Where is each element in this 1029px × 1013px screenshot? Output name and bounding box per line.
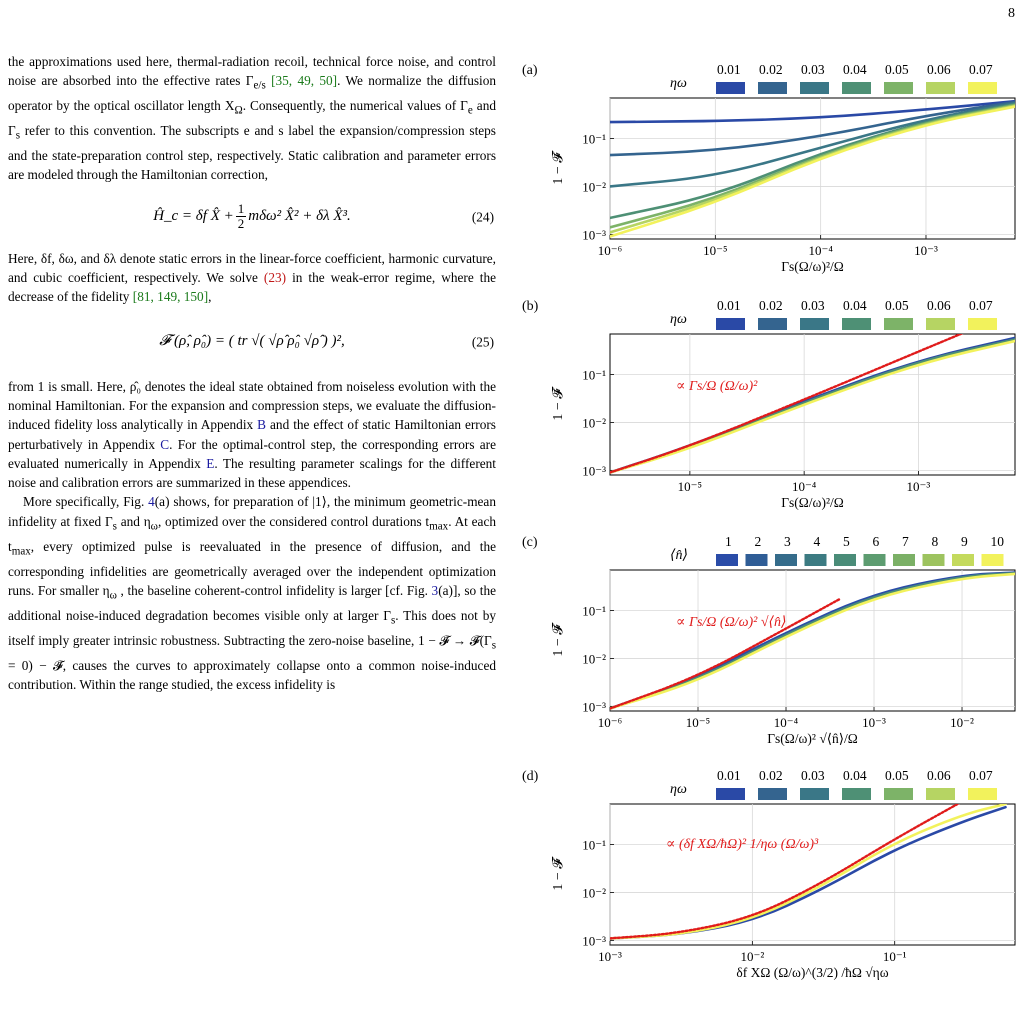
fit-annotation-text: ∝ Γs/Ω (Ω/ω)² √⟨n̂⟩ (676, 615, 787, 630)
fit-annotation (666, 837, 819, 852)
legend-label: 5 (843, 534, 850, 549)
citation[interactable]: [35, 49, 50] (271, 73, 338, 89)
legend-label: 0.03 (801, 298, 825, 313)
legend-label: 0.02 (759, 298, 783, 313)
series-line-0.01 (610, 807, 1006, 938)
x-tick-label: 10⁻¹ (882, 949, 907, 964)
appendix-link[interactable]: E (206, 455, 215, 471)
y-axis-label: 1 − 𝓕̄ (551, 388, 566, 421)
equation-24: Ĥ_c = δf X̂ + $\frac{1}{2}$ mδω² X̂² + δλ X̂³. (24) (153, 201, 494, 232)
series-group (610, 101, 1015, 236)
x-axis-label: δf XΩ (Ω/ω)^(3/2) /ħΩ √ηω (736, 965, 889, 980)
y-tick-label: 10⁻³ (582, 227, 606, 243)
legend-swatch (716, 788, 745, 800)
y-tick-label: 10⁻² (582, 885, 606, 901)
series-line-fit (610, 333, 964, 473)
x-tick-label: 10⁻⁵ (703, 243, 728, 258)
series-line-0.06 (610, 106, 1015, 232)
legend-label: 0.01 (717, 62, 741, 77)
fit-annotation (676, 379, 758, 394)
legend-swatch (952, 554, 974, 566)
legend-swatch (923, 554, 945, 566)
legend-swatch (775, 554, 797, 566)
x-axis-label: Γs(Ω/ω)²/Ω (781, 495, 844, 510)
x-tick-label: 10⁻⁶ (597, 715, 623, 730)
legend-swatch (716, 82, 745, 94)
legend-swatch (926, 318, 955, 330)
legend-swatch (758, 318, 787, 330)
panel-label: (a) (522, 63, 538, 78)
legend-swatch (884, 82, 913, 94)
legend-swatch (805, 554, 827, 566)
chart-panel (522, 534, 1015, 746)
y-axis-label: 1 − 𝓕̄ (551, 152, 566, 185)
series-line-0.05 (610, 105, 1015, 227)
legend-label: 0.04 (843, 62, 867, 77)
legend-label: 0.04 (843, 768, 867, 783)
x-tick-label: 10⁻³ (598, 949, 622, 964)
legend-label: 0.06 (927, 62, 951, 77)
legend-label: 0.07 (969, 62, 993, 77)
fit-annotation-text: ∝ Γs/Ω (Ω/ω)² (676, 379, 758, 394)
appendix-link[interactable]: B (257, 417, 267, 433)
legend-swatch (864, 554, 886, 566)
y-tick-label: 10⁻³ (582, 463, 606, 479)
legend-label: 4 (813, 534, 821, 549)
legend-label: 0.05 (885, 298, 909, 313)
y-tick-label: 10⁻¹ (582, 603, 606, 619)
legend-label: 0.01 (717, 298, 741, 313)
y-tick-label: 10⁻³ (582, 933, 606, 949)
legend-swatch (842, 788, 871, 800)
x-tick-label: 10⁻⁴ (791, 479, 817, 494)
legend-swatch (968, 788, 997, 800)
series-line-fit (610, 801, 963, 938)
x-tick-label: 10⁻² (740, 949, 765, 964)
y-tick-label: 10⁻² (582, 651, 606, 667)
figure-link[interactable]: 4 (148, 494, 155, 510)
legend-title: ηω (670, 76, 687, 91)
equation-ref[interactable]: (23) (263, 270, 287, 286)
legend-title: ηω (670, 782, 687, 797)
legend-label: 0.07 (969, 298, 993, 313)
series-line-0.07 (610, 804, 1006, 938)
x-tick-label: 10⁻³ (862, 715, 886, 730)
legend-label: 10 (990, 534, 1004, 549)
panel-label: (c) (522, 535, 538, 550)
legend-title: ηω (670, 312, 687, 327)
x-tick-label: 10⁻⁶ (597, 243, 623, 258)
x-tick-label: 10⁻⁴ (808, 243, 833, 258)
y-axis-label: 1 − 𝓕̄ (551, 858, 566, 891)
legend-label: 1 (725, 534, 732, 549)
series-line-10 (610, 574, 1015, 709)
y-tick-label: 10⁻² (582, 179, 606, 195)
legend-label: 7 (902, 534, 909, 549)
y-tick-label: 10⁻³ (582, 699, 606, 715)
legend-label: 3 (784, 534, 791, 549)
equation-25: 𝓕 (ρ̂, ρ̂₀) = ( tr √( √ρ̂ ρ̂₀ √ρ̂ ) )², (25) (8, 313, 496, 371)
legend-title: ⟨n̂⟩ (670, 548, 688, 563)
paragraph-1: the approximations used here, thermal-radiation recoil, technical force noise, and control noise are absorbed into the effective rates $\Gamma_{e/s}$ [35, 49, 50]. We normalize the diffusion operator by the optical oscillator length $X_\Omega$. Consequently, the numerical values of $\Gamma_e$ and $\Gamma_s$ refer to this convention. The subscripts e and s label the expansion/compression steps and the state-preparation control step, respectively. Static calibration and parameter errors are modeled through the Hamiltonian correction, (8, 54, 497, 183)
x-tick-label: 10⁻³ (906, 479, 931, 494)
legend-swatch (758, 82, 787, 94)
legend-swatch (968, 82, 997, 94)
legend-swatch (926, 82, 955, 94)
legend-swatch (926, 788, 955, 800)
panel-label: (b) (522, 299, 539, 314)
chart-panel (522, 298, 1015, 510)
legend-label: 0.03 (801, 768, 825, 783)
legend-swatch (842, 82, 871, 94)
citation[interactable]: [81, 149, 150] (132, 289, 209, 305)
figure-4 (518, 56, 1023, 1011)
y-tick-label: 10⁻¹ (582, 367, 606, 383)
equation-number: (25) (471, 333, 494, 349)
legend-swatch (758, 788, 787, 800)
legend-swatch (716, 554, 738, 566)
panel-label: (d) (522, 769, 539, 784)
appendix-link[interactable]: C (160, 436, 170, 452)
chart-panel (522, 62, 1015, 274)
series-group (610, 333, 1015, 473)
legend-swatch (982, 554, 1004, 566)
legend-swatch (800, 82, 829, 94)
legend-swatch (746, 554, 768, 566)
paragraph-4: More specifically, Fig. 4(a) shows, for preparation of |1⟩, the minimum geometric-mean infidelity at fixed $\Gamma_s$ and $\eta_\omega$, optimized over the considered control durations $t_{max}$. At each $t_{max}$, every optimized pulse is reevaluated in the presence of diffusion, and the corresponding infidelities are geometrically averaged over the independent optimization runs. For smaller $\eta_\omega$ , the baseline coherent-control infidelity is larger [cf. Fig. 3(a)], so the additional noise-induced degradation becomes visible only at larger $\Gamma_s$. This does not by itself imply greater intrinsic robustness. Subtracting the zero-noise baseline, 1 − 𝓕̄ → $𝓕̄(\Gamma_s = 0)$ − 𝓕̄, causes the curves to approximately collapse onto a common noise-induced contribution. Within the range studied, the excess infidelity is (8, 494, 497, 693)
legend-swatch (800, 788, 829, 800)
series-line-0.07 (610, 107, 1015, 237)
legend-label: 0.02 (759, 768, 783, 783)
paragraph-2: Here, δf, δω, and δλ denote static errors in the linear-force coefficient, harmonic curvature, and cubic coefficient, respectively. We solve (23) in the weak-error regime, where the decrease of the fidelity [81, 149, 150], (8, 250, 496, 305)
y-tick-label: 10⁻¹ (582, 837, 606, 853)
fit-annotation (676, 615, 786, 630)
x-axis-label: Γs(Ω/ω)²/Ω (781, 259, 844, 274)
x-tick-label: 10⁻⁴ (773, 715, 799, 730)
equation-number: (24) (471, 209, 494, 225)
text-column (8, 52, 496, 694)
x-axis-label: Γs(Ω/ω)² √⟨n̂⟩/Ω (767, 731, 858, 746)
figure-link[interactable]: 3 (431, 582, 439, 598)
legend-label: 0.01 (717, 768, 741, 783)
legend-swatch (842, 318, 871, 330)
legend-label: 0.07 (969, 768, 993, 783)
legend-swatch (716, 318, 745, 330)
legend-label: 0.05 (885, 768, 909, 783)
legend-label: 6 (872, 534, 880, 549)
series-group (610, 801, 1006, 938)
page-number: 8 (1008, 6, 1015, 21)
x-tick-label: 10⁻⁵ (677, 479, 703, 494)
x-tick-label: 10⁻² (950, 715, 974, 730)
fit-annotation-text: ∝ (δf XΩ/ħΩ)² 1/ηω (Ω/ω)³ (666, 837, 819, 852)
legend-label: 8 (931, 534, 939, 549)
series-group (610, 573, 1015, 709)
x-tick-label: 10⁻³ (914, 243, 938, 258)
legend-label: 0.03 (801, 62, 825, 77)
chart-panel (522, 768, 1015, 980)
y-tick-label: 10⁻² (582, 415, 606, 431)
legend-label: 0.04 (843, 298, 867, 313)
y-axis-label: 1 − 𝓕̄ (551, 624, 566, 657)
legend-swatch (834, 554, 856, 566)
legend-label: 0.05 (885, 62, 909, 77)
legend-swatch (893, 554, 915, 566)
legend-label: 0.02 (759, 62, 783, 77)
legend-label: 0.06 (927, 768, 951, 783)
y-tick-label: 10⁻¹ (582, 131, 606, 147)
legend-label: 2 (754, 534, 762, 549)
legend-swatch (968, 318, 997, 330)
legend-label: 0.06 (927, 298, 951, 313)
x-tick-label: 10⁻⁵ (685, 715, 711, 730)
legend-swatch (884, 318, 913, 330)
legend-swatch (884, 788, 913, 800)
series-line-0.02 (610, 102, 1015, 155)
legend-label: 9 (961, 534, 968, 549)
paragraph-3: from 1 is small. Here, ρ̂₀ denotes the ideal state obtained from noiseless evolution with the nominal Hamiltonian. For the expansion and compression steps, we evaluate the diffusion-induced fidelity loss analytically in Appendix B and the effect of static Hamiltonian errors perturbatively in Appendix C. For the optimal-control step, the corresponding errors are evaluated numerically in Appendix E. The resulting parameter scalings for the different noise and calibration errors are summarized in these appendices. (8, 378, 496, 491)
legend-swatch (800, 318, 829, 330)
